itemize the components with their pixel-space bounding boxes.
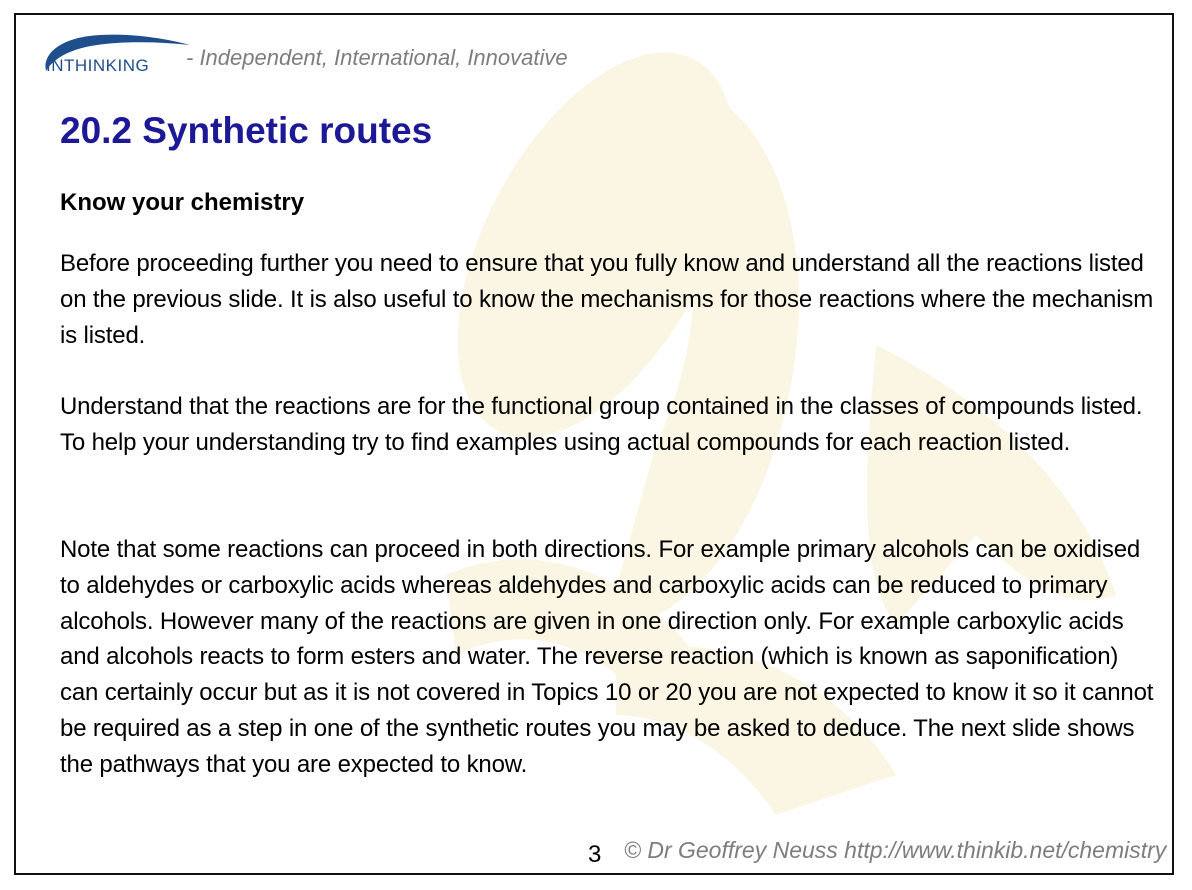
svg-text:INTHINKING: INTHINKING: [46, 56, 150, 75]
inthinking-logo: [34, 27, 194, 75]
page-title: 20.2 Synthetic routes: [60, 110, 433, 151]
slide: [14, 13, 1174, 875]
page-number: 3: [588, 841, 602, 868]
paragraph-functional-groups: Understand that the reactions are for the functional group contained in the classes of compounds listed. To help your understanding try to find examples using actual compounds for each reaction listed.: [60, 393, 1143, 456]
paragraph-reaction-directions: Note that some reactions can proceed in both directions. For example primary alcohols can be oxidised to aldehydes or carboxylic acids whereas aldehydes and carboxylic acids can be reduced to primary alcohols. However many of the reactions are given in one direction only. For example carboxylic acids and alcohols reacts to form esters and water. The reverse reaction (which is known as saponification) can certainly occur but as it is not covered in Topics 10 or 20 you are not expected to know it so it cannot be required as a step in one of the synthetic routes you may be asked to deduce. The next slide shows the pathways that you are expected to know.: [60, 536, 1154, 778]
tagline: - Independent, International, Innovative: [186, 45, 568, 70]
copyright-notice: © Dr Geoffrey Neuss http://www.thinkib.net/chemistry: [624, 837, 1167, 863]
paragraph-know-reactions: Before proceeding further you need to ensure that you fully know and understand all the reactions listed on the previous slide. It is also useful to know the mechanisms for those reactions where the mechanism is listed.: [60, 250, 1154, 349]
section-subheading: Know your chemistry: [60, 189, 305, 216]
